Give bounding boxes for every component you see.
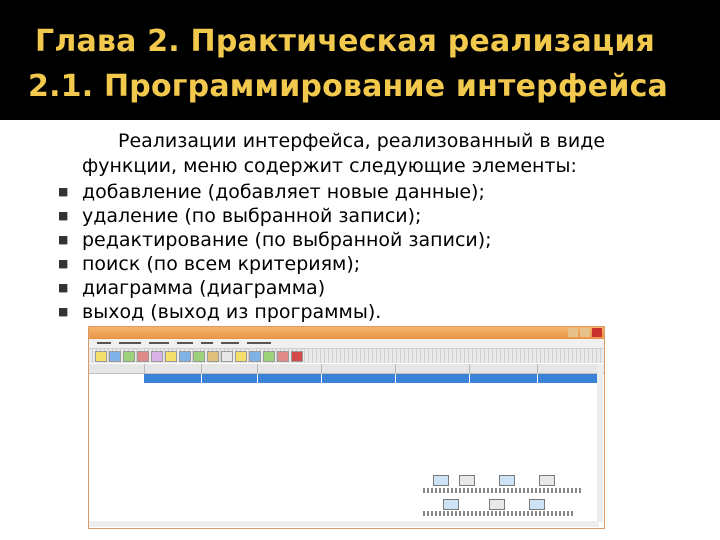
list-item (58, 204, 492, 228)
toolbar-icon (179, 351, 191, 362)
horizontal-scrollbar (89, 521, 599, 527)
bottom-icon (489, 499, 505, 510)
toolbar-icon (291, 351, 303, 362)
bottom-icon (433, 475, 449, 486)
square-bullet-icon: ■ (58, 281, 69, 294)
grid-header (89, 364, 604, 374)
list-item (58, 252, 492, 276)
menu-item (247, 342, 271, 344)
toolbar-icon (137, 351, 149, 362)
toolbar-icon (221, 351, 233, 362)
app-screenshot (88, 326, 605, 529)
list-item-text: удаление (по выбранной записи); (82, 205, 422, 227)
bottom-icon (459, 475, 475, 486)
intro-line2: функции, меню содержит следующие элементы: (82, 154, 577, 177)
toolbar-icon (151, 351, 163, 362)
menu-item (201, 342, 213, 344)
slide-title-line1: Глава 2. Практическая реализация (35, 24, 656, 59)
menu-item (97, 342, 111, 344)
list-item (58, 228, 492, 252)
bottom-icon (539, 475, 555, 486)
toolbar-icon (193, 351, 205, 362)
menu-item (119, 342, 141, 344)
square-bullet-icon: ■ (58, 305, 69, 318)
list-item-text: поиск (по всем критериям); (82, 253, 361, 275)
app-toolbar (89, 349, 604, 363)
menu-item (177, 342, 193, 344)
toolbar-icon (277, 351, 289, 362)
toolbar-icon (263, 351, 275, 362)
window-close-icon (592, 328, 602, 337)
menu-item (221, 342, 239, 344)
slide-title-line2: 2.1. Программирование интерфейса (28, 69, 669, 104)
square-bullet-icon: ■ (58, 257, 69, 270)
bottom-label-strip (423, 511, 575, 516)
toolbar-icon (95, 351, 107, 362)
list-item-text: редактирование (по выбранной записи); (82, 229, 492, 251)
toolbar-icon (235, 351, 247, 362)
toolbar-icon (207, 351, 219, 362)
app-menubar (89, 339, 604, 349)
slide-header (0, 0, 720, 120)
intro-paragraph (82, 129, 682, 178)
table-row (144, 374, 599, 383)
list-item-text: диаграмма (диаграмма) (82, 277, 326, 299)
list-item (58, 276, 492, 300)
app-titlebar (89, 327, 604, 339)
intro-line1: Реализации интерфейса, реализованный в виде (118, 130, 606, 152)
toolbar-icon (109, 351, 121, 362)
window-maximize-icon (580, 328, 590, 337)
list-item (58, 180, 492, 204)
bottom-icon (499, 475, 515, 486)
square-bullet-icon: ■ (58, 209, 69, 222)
bottom-label-strip (423, 488, 583, 493)
list-item (58, 300, 492, 324)
menu-item (149, 342, 169, 344)
menu-elements-list (58, 180, 492, 324)
toolbar-icon (249, 351, 261, 362)
list-item-text: добавление (добавляет новые данные); (82, 181, 485, 203)
square-bullet-icon: ■ (58, 185, 69, 198)
vertical-scrollbar (597, 364, 603, 522)
list-item-text: выход (выход из программы). (82, 301, 382, 323)
square-bullet-icon: ■ (58, 233, 69, 246)
toolbar-icon (123, 351, 135, 362)
bottom-icon (529, 499, 545, 510)
window-minimize-icon (568, 328, 578, 337)
toolbar-icon (165, 351, 177, 362)
bottom-icon (443, 499, 459, 510)
